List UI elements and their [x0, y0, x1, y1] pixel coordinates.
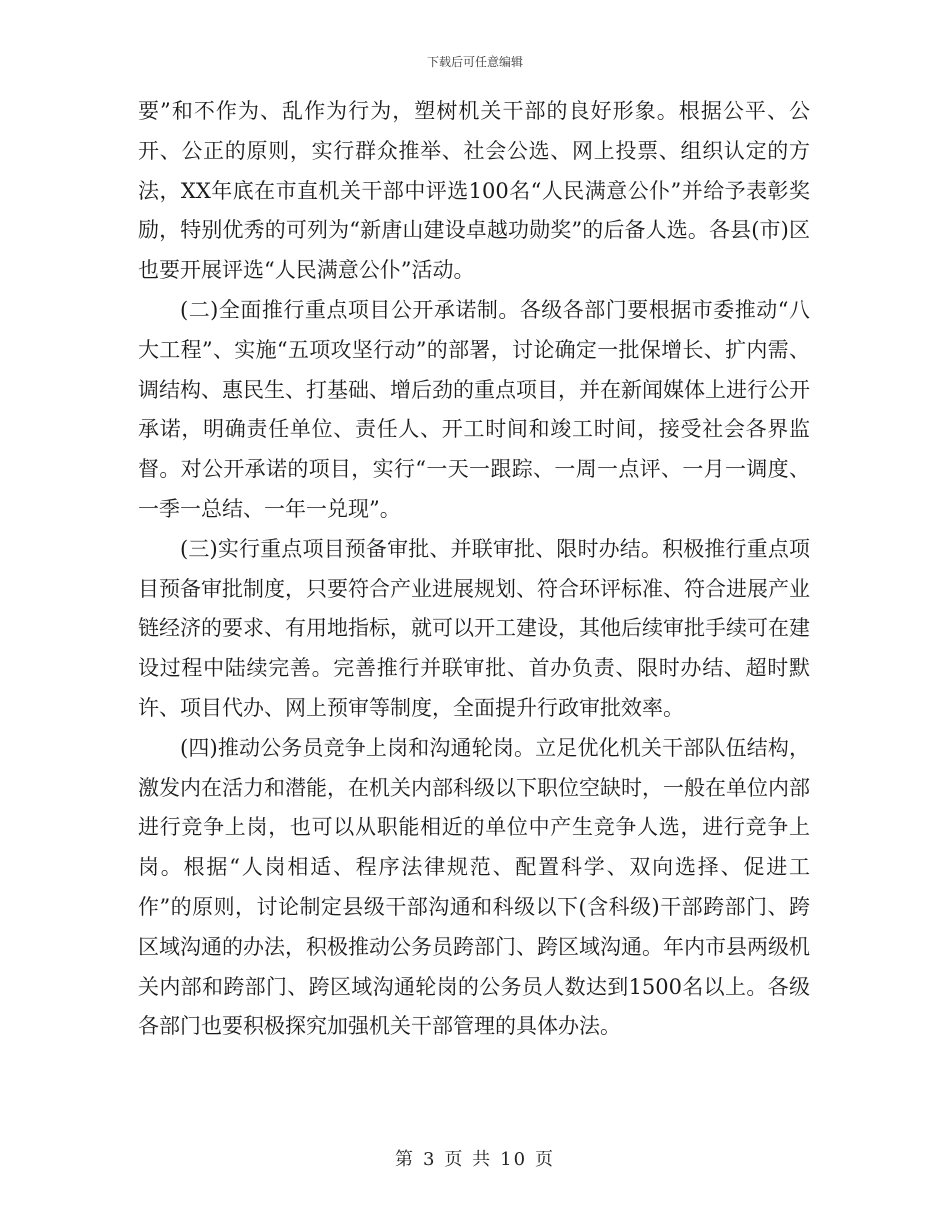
paragraph-section-3: (三)实行重点项目预备审批、并联审批、限时办结。积极推行重点项目预备审批制度，只要符合产业进展规划、符合环评标准、符合进展产业链经济的要求、有用地指标，就可以开工建设，其他后续审批手续可在建设过程中陆续完善。完善推行并联审批、首办负责、限时办结、超时默许、项目代办、网上预审等制度，全面提升行政审批效率。	[138, 536, 810, 720]
page-header-note: 下载后可任意编辑	[426, 55, 523, 69]
paragraph-continuation: 要”和不作为、乱作为行为，塑树机关干部的良好形象。根据公平、公开、公正的原则，实行群众推举、社会公选、网上投票、组织认定的方法，XX年底在市直机关干部中评选100名“人民满意公仆”并给予表彰奖励，特别优秀的可列为“新唐山建设卓越功勋奖”的后备人选。各县(市)区也要开展评选“人民满意公仆”活动。	[138, 99, 810, 283]
document-body	[138, 92, 810, 1047]
footer-prefix: 第	[394, 1149, 415, 1170]
footer-middle: 页 共	[444, 1149, 493, 1170]
footer-total-pages: 10	[500, 1149, 528, 1170]
paragraph-section-2: (二)全面推行重点项目公开承诺制。各级各部门要根据市委推动“八大工程”、实施“五项攻坚行动”的部署，讨论确定一批保增长、扩内需、调结构、惠民生、打基础、增后劲的重点项目，并在新闻媒体上进行公开承诺，明确责任单位、责任人、开工时间和竣工时间，接受社会各界监督。对公开承诺的项目，实行“一天一跟踪、一周一点评、一月一调度、一季一总结、一年一兑现”。	[138, 297, 810, 521]
footer-suffix: 页	[535, 1149, 556, 1170]
page-footer	[0, 1145, 950, 1171]
footer-page-number: 3	[422, 1149, 437, 1170]
paragraph-section-4: (四)推动公务员竞争上岗和沟通轮岗。立足优化机关干部队伍结构，激发内在活力和潜能，在机关内部科级以下职位空缺时，一般在单位内部进行竞争上岗，也可以从职能相近的单位中产生竞争人选，进行竞争上岗。根据“人岗相适、程序法律规范、配置科学、双向选择、促进工作”的原则，讨论制定县级干部沟通和科级以下(含科级)干部跨部门、跨区域沟通的办法，积极推动公务员跨部门、跨区域沟通。年内市县两级机关内部和跨部门、跨区域沟通轮岗的公务员人数达到1500名以上。各级各部门也要积极探究加强机关干部管理的具体办法。	[138, 735, 810, 1039]
